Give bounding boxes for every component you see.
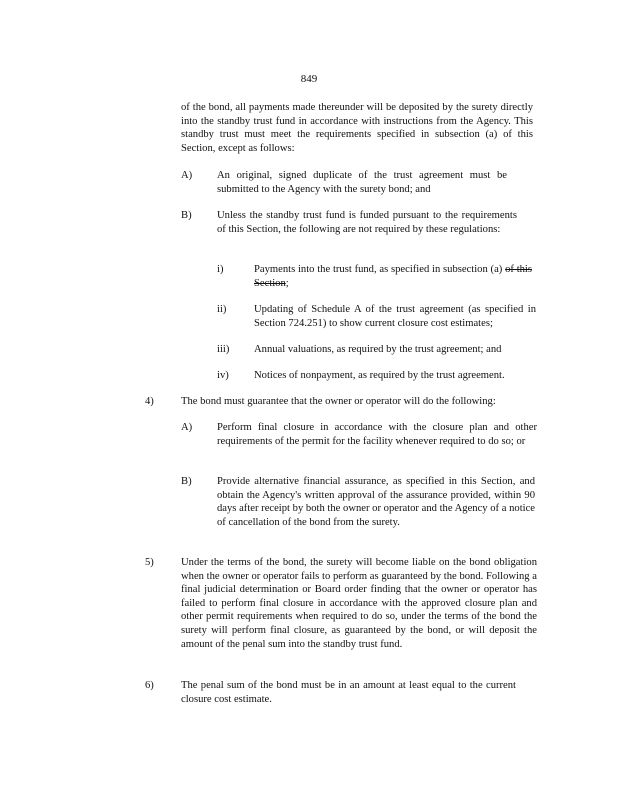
subitem-i-main: Payments into the trust fund, as specified in subsection (a) — [254, 264, 503, 275]
subitem-ii-text: Updating of Schedule A of the trust agreement (as specified in Section 724.251) to show current closure cost estimates; — [254, 304, 536, 329]
subitem-i-text — [254, 263, 532, 290]
subitem-ii-marker: ii) — [217, 304, 227, 315]
subitem-i-marker: i) — [217, 264, 224, 275]
item-4b-text: Provide alternative financial assurance, as specified in this Section, and obtain the Agency's written approval of the assurance provided, within 90 days after receipt by both the owner or operator and the Agency of a notice of cancellation of the bond from the surety. — [217, 476, 535, 528]
intro-item-a-text: An original, signed duplicate of the trust agreement must be submitted to the Agency with the surety bond; and — [217, 170, 507, 195]
item-4b-marker: B) — [181, 476, 192, 487]
intro-item-a-marker: A) — [181, 170, 193, 181]
item-4-text: The bond must guarantee that the owner or operator will do the following: — [181, 396, 496, 407]
intro-item-b-text: Unless the standby trust fund is funded pursuant to the requirements of this Section, the following are not required by these regulations: — [217, 210, 517, 235]
item-5-text: Under the terms of the bond, the surety will become liable on the bond obligation when the owner or operator fails to perform as guaranteed by the bond. Following a final judicial determination or Board order finding that the owner or operator has failed to perform final closure in accordance with the approved closure plan and other permit requirements when required to do so, under the terms of the bond the surety will perform final closure, as guaranteed by the bond, or will deposit the amount of the penal sum into the standby trust fund. — [181, 557, 537, 650]
intro-paragraph: of the bond, all payments made thereunder will be deposited by the surety directly into the standby trust fund in accordance with instructions from the Agency. This standby trust must meet the requirements specified in subsection (a) of this Section, except as follows: — [181, 102, 533, 154]
subitem-iv-text: Notices of nonpayment, as required by the trust agreement. — [254, 370, 505, 381]
subitem-iv-marker: iv) — [217, 370, 229, 381]
item-4a-text: Perform final closure in accordance with the closure plan and other requirements of the permit for the facility whenever required to do so; or — [217, 422, 537, 447]
subitem-i-struck-text: of this Section — [254, 264, 533, 289]
item-6-text: The penal sum of the bond must be in an amount at least equal to the current closure cost estimate. — [181, 680, 516, 705]
subitem-iii-marker: iii) — [217, 344, 230, 355]
subitem-i-after: ; — [285, 277, 289, 289]
page-number: 849 — [300, 73, 318, 85]
item-4a-marker: A) — [181, 422, 193, 433]
intro-item-b-marker: B) — [181, 210, 192, 221]
item-4-marker: 4) — [145, 396, 154, 407]
item-5-marker: 5) — [145, 557, 154, 568]
subitem-iii-text: Annual valuations, as required by the trust agreement; and — [254, 344, 502, 355]
item-6-marker: 6) — [145, 680, 154, 691]
